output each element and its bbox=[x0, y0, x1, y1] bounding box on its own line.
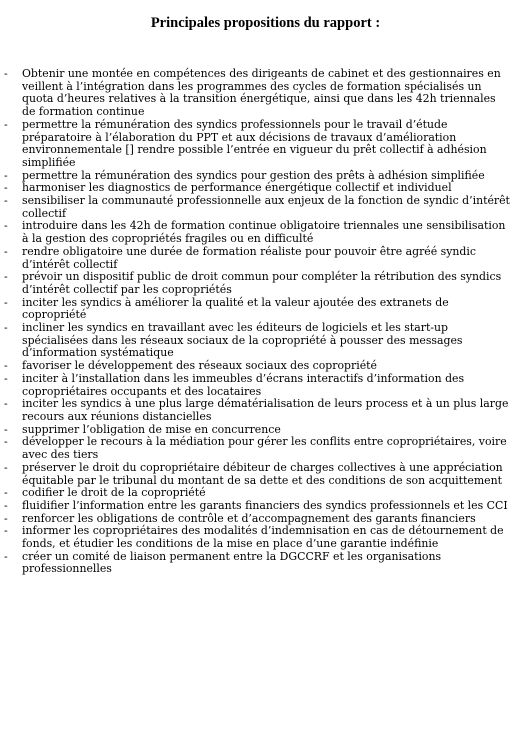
proposal-text: inciter à l’installation dans les immeubles d’écrans interactifs d’information des copropriétaires occupants et des locataires bbox=[22, 371, 465, 398]
bullet-dash: - bbox=[4, 371, 8, 385]
proposal-item bbox=[0, 68, 531, 119]
bullet-dash: - bbox=[4, 321, 8, 335]
proposal-text: sensibiliser la communauté professionnelle aux enjeux de la fonction de syndic d’intérêt collectif bbox=[22, 194, 510, 220]
proposal-item bbox=[0, 246, 531, 271]
bullet-dash: - bbox=[4, 435, 8, 449]
proposal-text: renforcer les obligations de contrôle et d’accompagnement des garants financiers bbox=[22, 511, 476, 525]
proposal-text: codifier le droit de la copropriété bbox=[22, 486, 206, 500]
proposal-item bbox=[0, 462, 531, 487]
proposal-item bbox=[0, 373, 531, 398]
proposal-item bbox=[0, 525, 531, 550]
bullet-dash: - bbox=[4, 498, 8, 512]
proposal-text: rendre obligatoire une durée de formation réaliste pour pouvoir être agréé syndic d’intérêt collectif bbox=[22, 244, 476, 271]
proposal-text: Obtenir une montée en compétences des dirigeants de cabinet et des gestionnaires en veillent à l’intégration dans les programmes des cycles de formation spécialisés un quota d’heures relatives à la transition énergétique, ainsi que dans les 42h triennales de formation continue bbox=[22, 67, 501, 119]
proposal-text: fluidifier l’information entre les garants financiers des syndics professionnels et les CCI bbox=[22, 498, 508, 512]
bullet-dash: - bbox=[4, 168, 8, 182]
proposal-text: incliner les syndics en travaillant avec les éditeurs de logiciels et les start-up spécialisées dans les réseaux sociaux de la copropriété à pousser des messages d’information systématique bbox=[22, 321, 463, 360]
bullet-dash: - bbox=[4, 549, 8, 563]
proposal-text: préserver le droit du copropriétaire débiteur de charges collectives à une appréciation équitable par le tribunal du montant de sa dette et des conditions de son acquittement bbox=[22, 460, 503, 487]
proposal-text: favoriser le développement des réseaux sociaux des copropriété bbox=[22, 359, 377, 373]
bullet-dash: - bbox=[4, 181, 8, 195]
bullet-dash: - bbox=[4, 397, 8, 411]
proposal-item bbox=[0, 436, 531, 461]
bullet-dash: - bbox=[4, 194, 8, 208]
proposal-text: introduire dans les 42h de formation continue obligatoire triennales une sensibilisation à la gestion des copropriétés fragiles ou en difficulté bbox=[22, 219, 506, 246]
proposal-text: supprimer l’obligation de mise en concurrence bbox=[22, 422, 281, 436]
bullet-dash: - bbox=[4, 117, 8, 131]
proposal-text: harmoniser les diagnostics de performance énergétique collectif et individuel bbox=[22, 181, 452, 195]
proposal-item bbox=[0, 195, 531, 220]
proposal-item bbox=[0, 322, 531, 360]
bullet-dash: - bbox=[4, 67, 8, 80]
bullet-dash: - bbox=[4, 486, 8, 500]
bullet-dash: - bbox=[4, 524, 8, 538]
proposal-text: prévoir un dispositif public de droit commun pour compléter la rétribution des syndics d’intérêt collectif par les copropriétés bbox=[22, 270, 502, 296]
bullet-dash: - bbox=[4, 511, 8, 525]
bullet-dash: - bbox=[4, 219, 8, 233]
proposal-item bbox=[0, 119, 531, 170]
bullet-dash: - bbox=[4, 295, 8, 309]
bullet-dash: - bbox=[4, 244, 8, 258]
proposal-item bbox=[0, 271, 531, 296]
proposal-item bbox=[0, 220, 531, 245]
proposal-text: permettre la rémunération des syndics pour gestion des prêts à adhésion simplifiée bbox=[22, 168, 485, 182]
bullet-dash: - bbox=[4, 270, 8, 284]
proposal-text: développer le recours à la médiation pour gérer les conflits entre copropriétaires, voire avec des tiers bbox=[22, 435, 507, 462]
proposal-text: informer les copropriétaires des modalités d’indemnisation en cas de détournement de fonds, et étudier les conditions de la mise en place d’une garantie indéfinie bbox=[22, 524, 504, 551]
proposal-text: créer un comité de liaison permanent entre la DGCCRF et les organisations professionnelles bbox=[22, 549, 442, 576]
proposal-text: inciter les syndics à une plus large dématérialisation de leurs process et à un plus large recours aux réunions distancielles bbox=[22, 397, 509, 423]
bullet-dash: - bbox=[4, 422, 8, 436]
proposal-item bbox=[0, 398, 531, 423]
bullet-dash: - bbox=[4, 359, 8, 373]
proposal-item bbox=[0, 297, 531, 322]
proposal-item bbox=[0, 551, 531, 576]
bullet-dash: - bbox=[4, 460, 8, 474]
proposal-text: inciter les syndics à améliorer la qualité et la valeur ajoutée des extranets de copropriété bbox=[22, 295, 449, 322]
document-title: Principales propositions du rapport : bbox=[150, 15, 381, 31]
proposals-list bbox=[0, 68, 531, 576]
proposal-text: permettre la rémunération des syndics professionnels pour le travail d’étude préparatoire à l’élaboration du PPT et aux décisions de travaux d’amélioration environnementale [] rendre possible l’entrée en vigueur du prêt collectif à adhésion simplifiée bbox=[22, 117, 487, 169]
